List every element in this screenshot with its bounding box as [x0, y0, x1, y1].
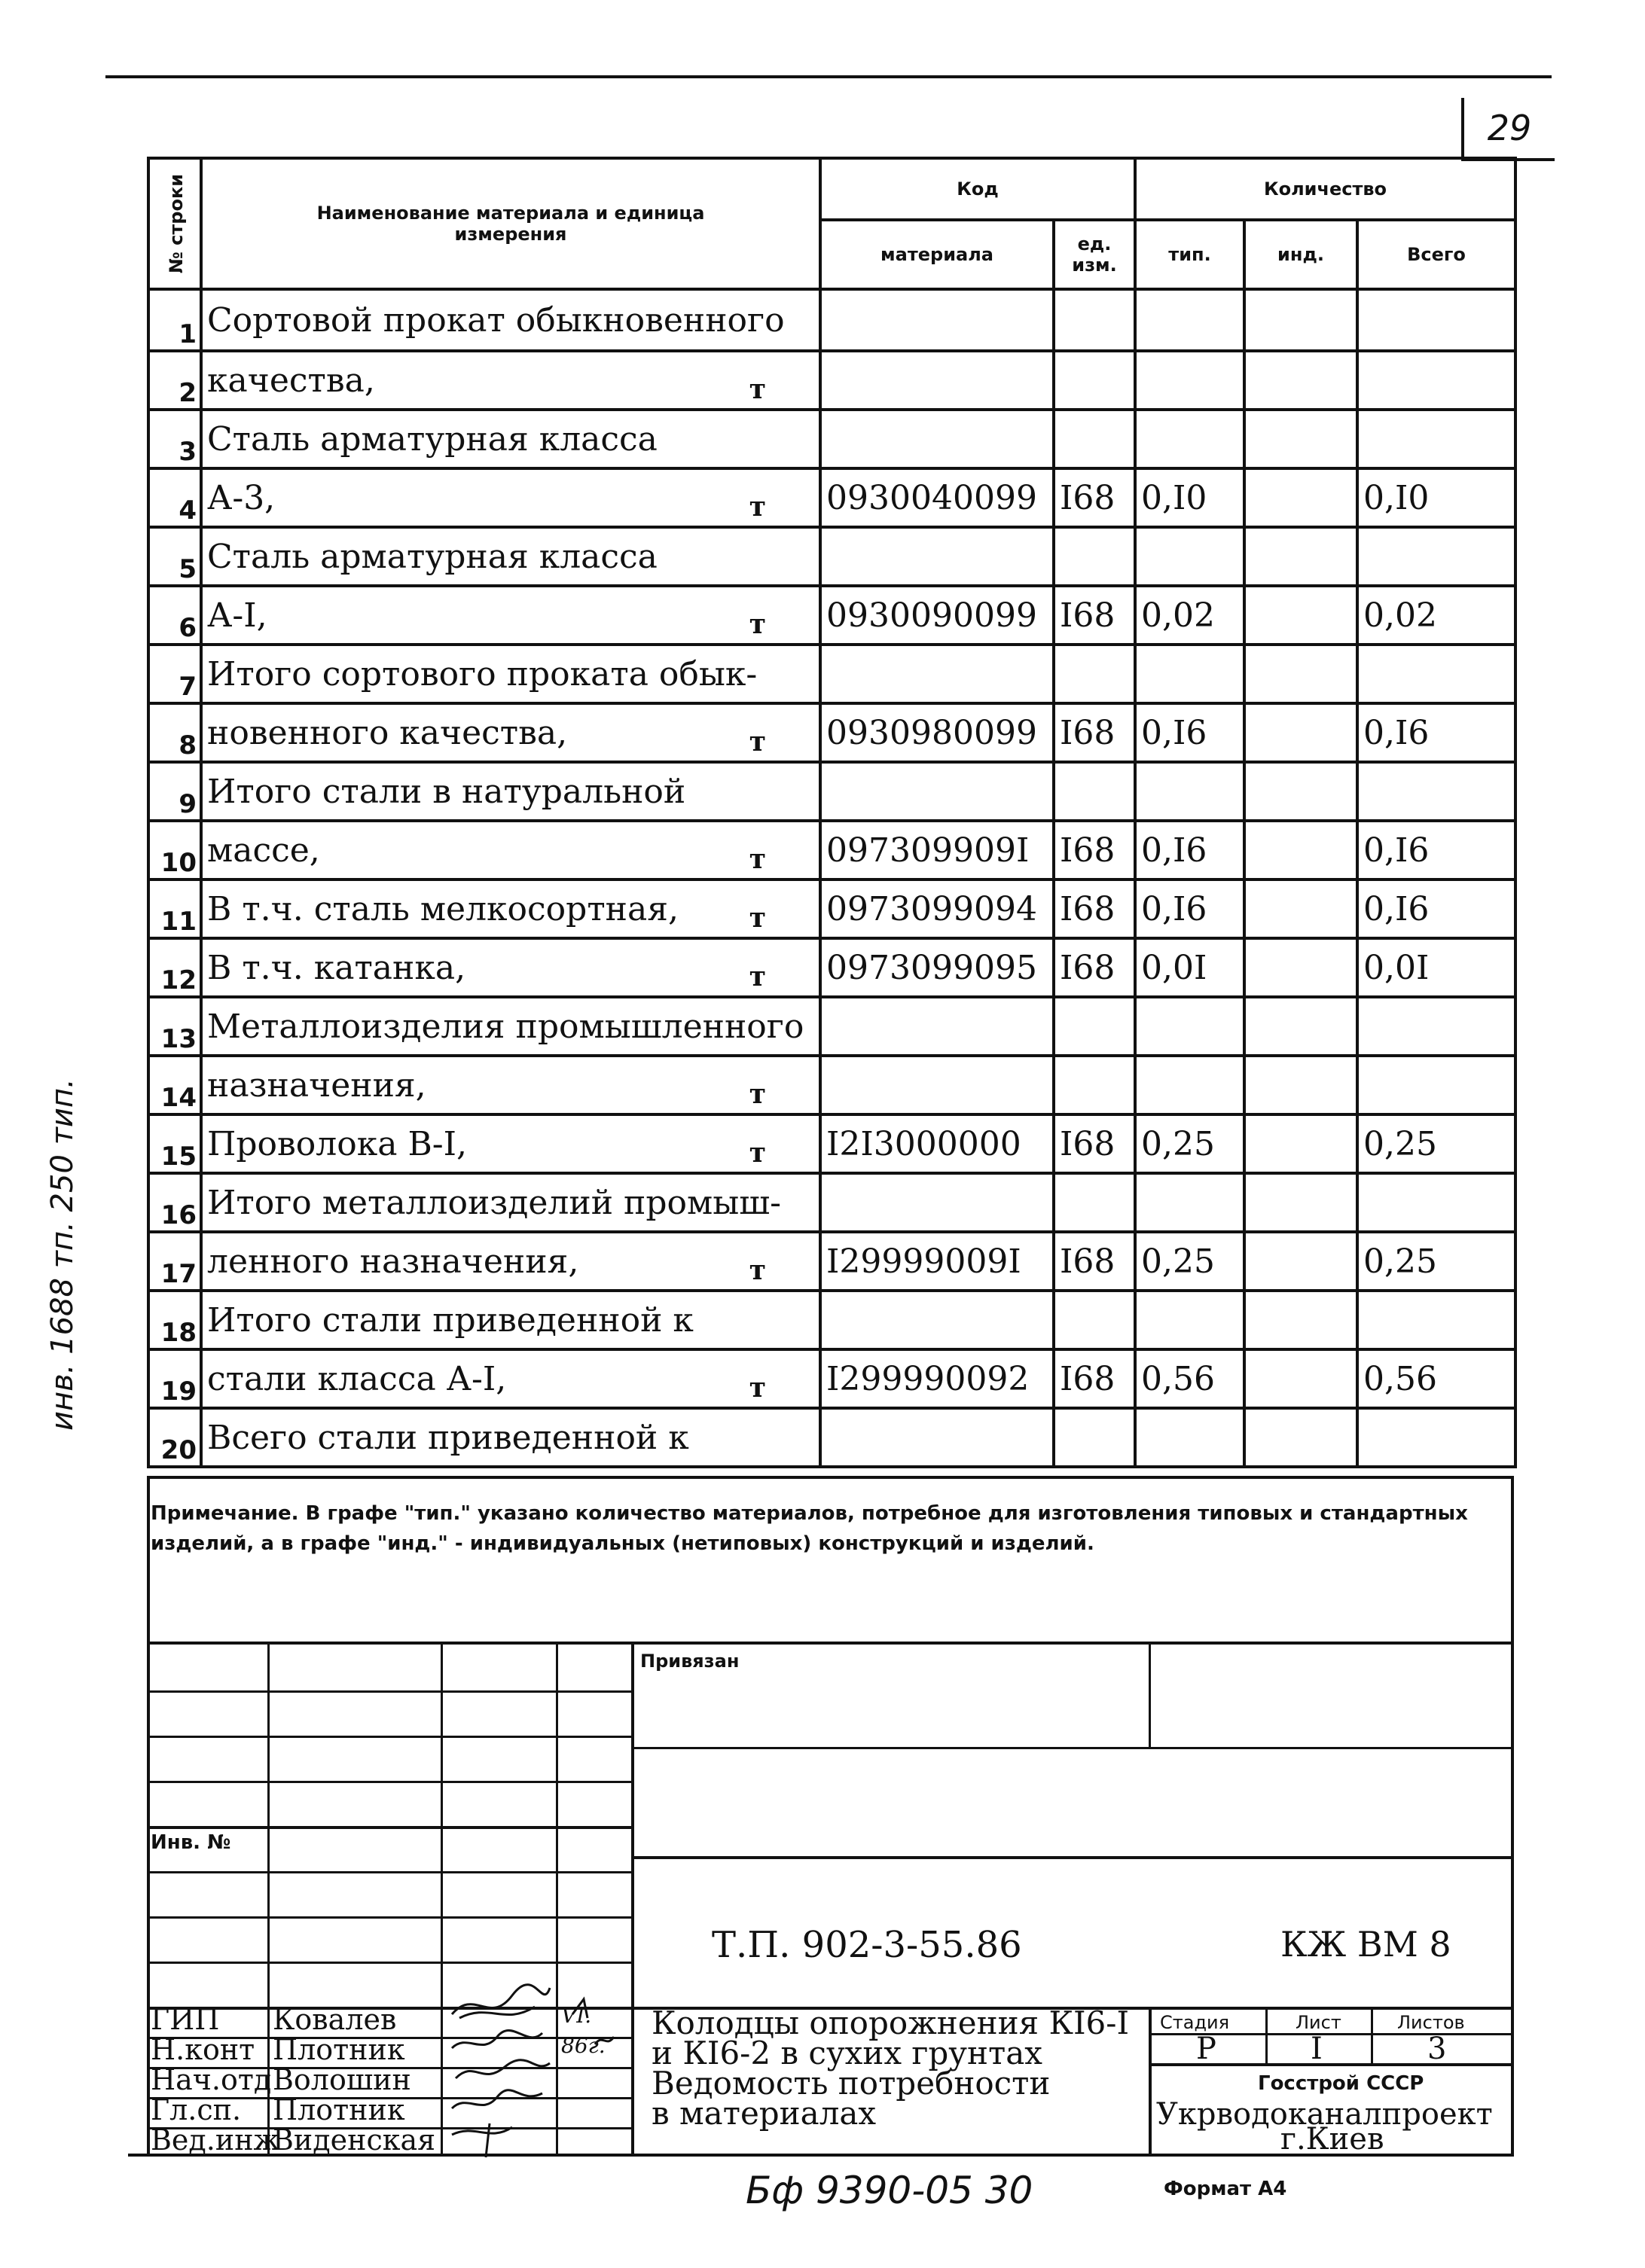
material-name [201, 1349, 820, 1408]
qty-individual [1244, 1408, 1357, 1467]
stamp-grid-line [441, 1642, 443, 2154]
row-number: 10 [148, 821, 201, 879]
qty-typical: 0,I6 [1135, 703, 1244, 762]
material-name-text: Итого сортового проката обык- [207, 654, 758, 694]
row-number: 12 [148, 938, 201, 997]
qty-total [1357, 410, 1515, 468]
qty-total [1357, 351, 1515, 410]
qty-total [1357, 1408, 1515, 1467]
row-number: 5 [148, 527, 201, 586]
unit-code [1054, 1291, 1135, 1349]
material-name [201, 351, 820, 410]
material-name-text: массе, [207, 831, 320, 870]
qty-typical [1135, 1291, 1244, 1349]
qty-individual [1244, 1291, 1357, 1349]
stamp-grid-line [1149, 2007, 1152, 2154]
row-number: 7 [148, 645, 201, 703]
qty-total: 0,I0 [1357, 468, 1515, 527]
row-number: 18 [148, 1291, 201, 1349]
header-qty-individual: инд. [1244, 220, 1357, 289]
table-row [148, 703, 1515, 762]
qty-typical [1135, 289, 1244, 351]
qty-total: 0,25 [1357, 1232, 1515, 1291]
qty-total [1357, 997, 1515, 1056]
material-code: 0973099095 [820, 938, 1054, 997]
signatory-role: Вед.инж [151, 2123, 280, 2157]
stamp-grid-line [147, 1736, 633, 1738]
qty-individual [1244, 410, 1357, 468]
stamp-grid-line [147, 1642, 1514, 1645]
material-name [201, 1114, 820, 1173]
qty-total [1357, 1056, 1515, 1114]
material-name [201, 703, 820, 762]
unit-text: т [749, 961, 766, 992]
unit-text: т [749, 1254, 766, 1286]
qty-total [1357, 289, 1515, 351]
unit-text: т [749, 491, 766, 523]
material-code: I29999009I [820, 1232, 1054, 1291]
qty-typical [1135, 762, 1244, 821]
stamp-grid-line [1371, 2007, 1373, 2065]
material-code [820, 351, 1054, 410]
qty-individual [1244, 997, 1357, 1056]
signatory-role: Нач.отд [151, 2063, 272, 2096]
row-number: 16 [148, 1173, 201, 1232]
material-code: 0930040099 [820, 468, 1054, 527]
row-number: 6 [148, 586, 201, 645]
unit-code [1054, 1056, 1135, 1114]
qty-total [1357, 1173, 1515, 1232]
qty-typical: 0,25 [1135, 1114, 1244, 1173]
unit-text: т [749, 902, 766, 934]
qty-typical: 0,I0 [1135, 468, 1244, 527]
material-name-text: новенного качества, [207, 713, 568, 752]
qty-individual [1244, 1349, 1357, 1408]
material-code: 0930090099 [820, 586, 1054, 645]
qty-typical [1135, 351, 1244, 410]
qty-total: 0,I6 [1357, 879, 1515, 938]
material-code [820, 527, 1054, 586]
material-name-text: В т.ч. катанка, [207, 948, 466, 987]
material-code [820, 289, 1054, 351]
header-row-no: № строки [148, 158, 201, 289]
signatures-image [444, 1973, 640, 2161]
material-name-text: А-3, [207, 478, 276, 517]
qty-total: 0,25 [1357, 1114, 1515, 1173]
material-code [820, 1408, 1054, 1467]
unit-code: I68 [1054, 586, 1135, 645]
unit-text: т [749, 1372, 766, 1404]
material-name [201, 1232, 820, 1291]
signatory-name: Волошин [273, 2063, 411, 2096]
stage-value: Р [1196, 2032, 1216, 2066]
material-name-text: стали класса А-I, [207, 1359, 507, 1398]
row-number: 17 [148, 1232, 201, 1291]
qty-individual [1244, 586, 1357, 645]
unit-text: т [749, 843, 766, 875]
table-row [148, 997, 1515, 1056]
unit-code: I68 [1054, 879, 1135, 938]
unit-code [1054, 997, 1135, 1056]
note-text: Примечание. В графе "тип." указано количество материалов, потребное для изготовления типовых и стандартных изделий, а в графе "инд." - индивидуальных (нетиповых) конструкций и изделий. [151, 1502, 1468, 1555]
material-name [201, 1056, 820, 1114]
material-name [201, 1173, 820, 1232]
qty-individual [1244, 762, 1357, 821]
qty-individual [1244, 351, 1357, 410]
material-name-text: В т.ч. сталь мелкосортная, [207, 889, 679, 928]
qty-total: 0,02 [1357, 586, 1515, 645]
qty-total: 0,I6 [1357, 821, 1515, 879]
row-number: 14 [148, 1056, 201, 1114]
table-row [148, 527, 1515, 586]
archive-number: Бф 9390-05 30 [746, 2169, 1033, 2212]
stamp-top-rule [147, 1476, 1514, 1479]
table-row [148, 351, 1515, 410]
signatory-role: ГИП [151, 2003, 220, 2036]
material-name [201, 410, 820, 468]
sheets-label: Листов [1397, 2012, 1465, 2033]
qty-individual [1244, 703, 1357, 762]
unit-code [1054, 1408, 1135, 1467]
unit-text: т [749, 373, 766, 405]
material-name-text: Сталь арматурная класса [207, 537, 658, 576]
materials-table-body [148, 289, 1515, 1467]
margin-note: инв. 1688 тп. 250 тип. [45, 1078, 80, 1431]
material-name-text: назначения, [207, 1065, 426, 1105]
stamp-grid-line [1265, 2007, 1268, 2065]
qty-typical: 0,0I [1135, 938, 1244, 997]
stamp-right-rule [1511, 1476, 1514, 2154]
unit-code [1054, 762, 1135, 821]
header-code-material: материала [820, 220, 1054, 289]
material-code: I2I3000000 [820, 1114, 1054, 1173]
material-name-text: качества, [207, 361, 375, 400]
table-row [148, 762, 1515, 821]
row-number: 8 [148, 703, 201, 762]
stamp-grid-line [147, 1781, 633, 1783]
material-code [820, 762, 1054, 821]
material-code [820, 1173, 1054, 1232]
doc-code: Т.П. 902-3-55.86 [712, 1924, 1022, 1966]
signatory-name: Виденская [273, 2123, 436, 2157]
material-name-text: Сортовой прокат обыкновенного [207, 300, 785, 340]
qty-total [1357, 762, 1515, 821]
material-name-text: А-I, [207, 596, 267, 635]
qty-individual [1244, 289, 1357, 351]
header-qty-typical: тип. [1135, 220, 1244, 289]
signatory-name: Плотник [273, 2093, 405, 2126]
material-name [201, 1291, 820, 1349]
stamp-grid-line [147, 1871, 633, 1873]
title-line-2: и КI6-2 в сухих грунтах [652, 2035, 1042, 2071]
qty-typical [1135, 997, 1244, 1056]
material-code [820, 1056, 1054, 1114]
sheet-label: Лист [1296, 2012, 1341, 2033]
top-rule [105, 75, 1552, 78]
material-code [820, 645, 1054, 703]
row-number: 19 [148, 1349, 201, 1408]
row-number: 1 [148, 289, 201, 351]
unit-code [1054, 351, 1135, 410]
material-name [201, 879, 820, 938]
qty-total: 0,56 [1357, 1349, 1515, 1408]
table-row [148, 1408, 1515, 1467]
qty-individual [1244, 938, 1357, 997]
row-number: 4 [148, 468, 201, 527]
qty-typical [1135, 1408, 1244, 1467]
material-name [201, 938, 820, 997]
org-line-1: Госстрой СССР [1258, 2072, 1424, 2095]
unit-code [1054, 289, 1135, 351]
unit-code [1054, 527, 1135, 586]
unit-code [1054, 645, 1135, 703]
row-number: 20 [148, 1408, 201, 1467]
table-row [148, 1173, 1515, 1232]
sheet-value: I [1311, 2032, 1323, 2066]
qty-typical: 0,I6 [1135, 879, 1244, 938]
row-number: 2 [148, 351, 201, 410]
stamp-grid-line [147, 1826, 633, 1829]
inv-no-label: Инв. № [151, 1831, 231, 1854]
stamp-grid-line [633, 1747, 1514, 1749]
unit-code [1054, 1173, 1135, 1232]
unit-text: т [749, 1137, 766, 1169]
material-name [201, 821, 820, 879]
qty-typical [1135, 1056, 1244, 1114]
material-name-text: Проволока В-I, [207, 1124, 468, 1163]
material-name [201, 586, 820, 645]
unit-code: I68 [1054, 938, 1135, 997]
qty-typical [1135, 527, 1244, 586]
qty-typical [1135, 410, 1244, 468]
table-row [148, 1291, 1515, 1349]
unit-code: I68 [1054, 1114, 1135, 1173]
stamp-left-rule [147, 1476, 150, 2154]
page-number: 29 [1461, 98, 1555, 161]
stage-label: Стадия [1160, 2012, 1230, 2033]
material-name [201, 645, 820, 703]
material-name [201, 468, 820, 527]
qty-individual [1244, 468, 1357, 527]
unit-code: I68 [1054, 821, 1135, 879]
qty-individual [1244, 879, 1357, 938]
material-name-text: Итого стали в натуральной [207, 772, 686, 811]
table-row [148, 468, 1515, 527]
title-line-1: Колодцы опорожнения КI6-I [652, 2004, 1130, 2041]
table-row [148, 1114, 1515, 1173]
unit-code [1054, 410, 1135, 468]
title-line-4: в материалах [652, 2095, 877, 2132]
qty-individual [1244, 645, 1357, 703]
table-row [148, 645, 1515, 703]
qty-typical: 0,56 [1135, 1349, 1244, 1408]
material-code: 097309909I [820, 821, 1054, 879]
unit-code: I68 [1054, 468, 1135, 527]
qty-typical [1135, 645, 1244, 703]
unit-text: т [749, 726, 766, 758]
stamp-grid-line [147, 1690, 633, 1693]
qty-individual [1244, 527, 1357, 586]
row-number: 11 [148, 879, 201, 938]
material-name-text: Сталь арматурная класса [207, 419, 658, 459]
qty-total: 0,0I [1357, 938, 1515, 997]
stamp-grid-line [147, 1916, 633, 1919]
material-name-text: Металлоизделия промышленного [207, 1007, 804, 1046]
sheet-mark: КЖ ВМ 8 [1280, 1924, 1451, 1965]
material-code [820, 1291, 1054, 1349]
stamp-grid-line [633, 1856, 1514, 1859]
qty-total [1357, 645, 1515, 703]
signatory-role: Гл.сп. [151, 2093, 242, 2126]
qty-individual [1244, 1056, 1357, 1114]
header-code-unit: ед. изм. [1054, 220, 1135, 289]
material-name-text: Итого стали приведенной к [207, 1300, 694, 1340]
material-code: I299990092 [820, 1349, 1054, 1408]
qty-individual [1244, 1173, 1357, 1232]
table-row [148, 1349, 1515, 1408]
qty-total: 0,I6 [1357, 703, 1515, 762]
material-name [201, 1408, 820, 1467]
qty-individual [1244, 1232, 1357, 1291]
row-number: 3 [148, 410, 201, 468]
qty-typical [1135, 1173, 1244, 1232]
unit-code: I68 [1054, 703, 1135, 762]
table-row [148, 289, 1515, 351]
material-name-text: Итого металлоизделий промыш- [207, 1183, 782, 1222]
qty-typical: 0,25 [1135, 1232, 1244, 1291]
material-code: 0973099094 [820, 879, 1054, 938]
qty-total [1357, 527, 1515, 586]
material-name [201, 762, 820, 821]
signatory-date: 86г. [561, 2033, 606, 2058]
format-label: Формат А4 [1164, 2178, 1287, 2200]
signatory-name: Ковалев [273, 2003, 397, 2036]
signatory-date: VI. [561, 2003, 592, 2028]
table-row [148, 1232, 1515, 1291]
header-code-group: Код [820, 158, 1135, 220]
qty-individual [1244, 821, 1357, 879]
material-name [201, 289, 820, 351]
material-code: 0930980099 [820, 703, 1054, 762]
material-name [201, 527, 820, 586]
qty-typical: 0,I6 [1135, 821, 1244, 879]
row-number: 13 [148, 997, 201, 1056]
unit-code: I68 [1054, 1349, 1135, 1408]
qty-total [1357, 1291, 1515, 1349]
sheets-value: 3 [1427, 2032, 1447, 2066]
signatory-name: Плотник [273, 2033, 405, 2066]
org-line-2: Укрводоканалпроект [1156, 2097, 1493, 2132]
table-row [148, 879, 1515, 938]
unit-code: I68 [1054, 1232, 1135, 1291]
qty-individual [1244, 1114, 1357, 1173]
materials-table [147, 157, 1517, 1468]
header-name: Наименование материала и единица измерения [201, 158, 820, 289]
material-name-text: ленного назначения, [207, 1242, 579, 1281]
material-code [820, 410, 1054, 468]
row-number: 15 [148, 1114, 201, 1173]
table-row [148, 1056, 1515, 1114]
material-name [201, 997, 820, 1056]
signatory-role: Н.конт [151, 2033, 255, 2066]
row-number: 9 [148, 762, 201, 821]
privyazan-label: Привязан [640, 1651, 740, 1672]
material-code [820, 997, 1054, 1056]
header-qty-group: Количество [1135, 158, 1515, 220]
title-line-3: Ведомость потребности [652, 2065, 1051, 2102]
table-row [148, 938, 1515, 997]
stamp-grid-line [147, 1962, 633, 1964]
qty-typical: 0,02 [1135, 586, 1244, 645]
unit-text: т [749, 608, 766, 640]
table-row [148, 821, 1515, 879]
stamp-grid-line [1149, 1642, 1151, 1747]
material-name-text: Всего стали приведенной к [207, 1418, 689, 1457]
unit-text: т [749, 1078, 766, 1110]
org-line-3: г.Киев [1280, 2122, 1384, 2157]
table-row [148, 586, 1515, 645]
table-row [148, 410, 1515, 468]
header-qty-total: Всего [1357, 220, 1515, 289]
